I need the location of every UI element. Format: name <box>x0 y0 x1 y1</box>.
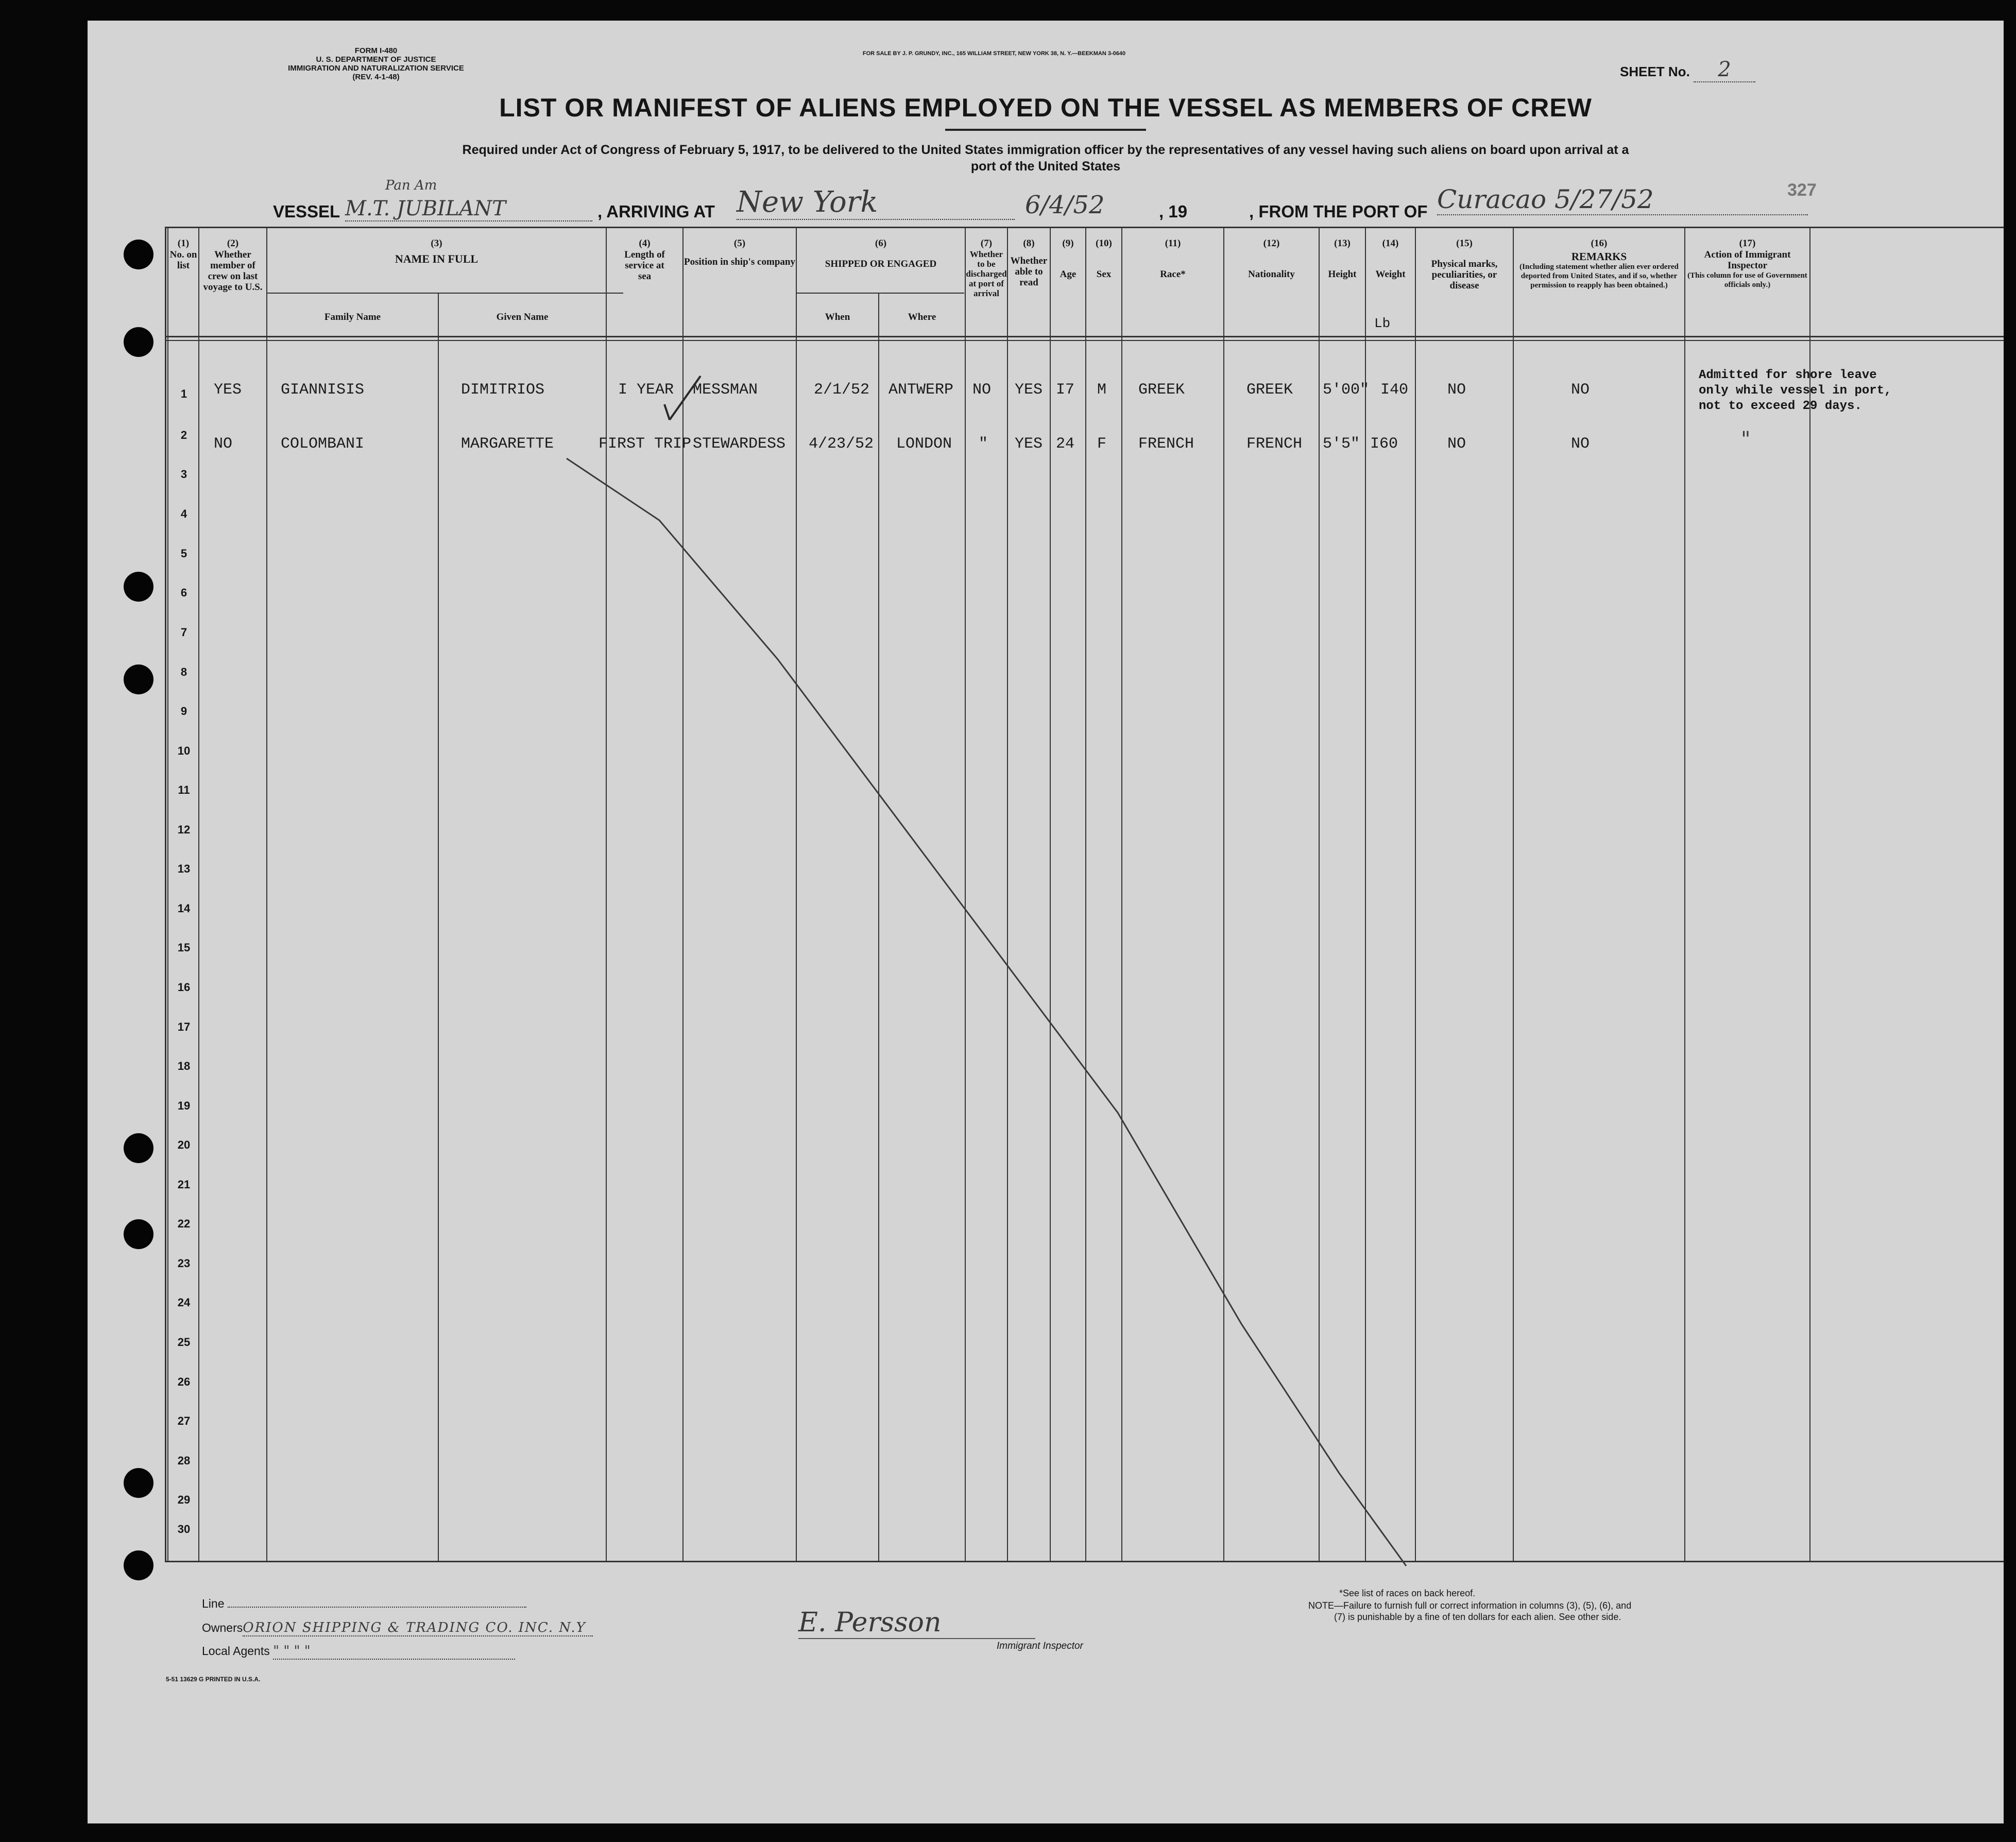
col-11-label: Race* <box>1160 269 1186 280</box>
row-number: 21 <box>177 1178 191 1191</box>
col-11-number: (11) <box>1165 238 1181 249</box>
line-label: Line <box>202 1597 225 1610</box>
cell-shipped-when: 4/23/52 <box>809 435 874 453</box>
col-17-number: (17) <box>1739 238 1756 249</box>
col-12-number: (12) <box>1263 238 1280 249</box>
cell-shipped-when: 2/1/52 <box>814 381 870 399</box>
agents-label: Local Agents <box>202 1644 270 1658</box>
owners-value: ORION SHIPPING & TRADING CO. INC. N.Y <box>243 1620 593 1636</box>
cell-weight: I40 <box>1380 381 1409 399</box>
punch-hole <box>124 327 153 357</box>
vessel-label: VESSEL <box>273 202 340 221</box>
col-8-number: (8) <box>1023 238 1035 249</box>
cell-weight: I60 <box>1370 435 1398 453</box>
cell-position: STEWARDESS <box>693 435 786 453</box>
arriving-label: , ARRIVING AT <box>597 202 715 221</box>
punch-hole <box>124 572 153 602</box>
col-4-number: (4) <box>639 238 651 249</box>
row-number: 27 <box>177 1414 191 1427</box>
cell-length-of-service: I YEAR <box>618 381 674 399</box>
owners-label: Owners <box>202 1621 243 1634</box>
punch-hole <box>124 664 153 694</box>
row-number: 18 <box>177 1060 191 1072</box>
sheet-label: SHEET No. <box>1620 64 1690 79</box>
col-1-label: No. on list <box>169 249 197 271</box>
printer-note: FOR SALE BY J. P. GRUNDY, INC., 165 WILLIAM STREET, NEW YORK 38, N. Y.—BEEKMAN 3-0640 <box>862 50 1126 57</box>
cell-height: 5'5" <box>1323 435 1360 453</box>
races-note: *See list of races on back hereof. <box>1339 1588 1476 1598</box>
cell-shipped-where: ANTWERP <box>889 381 954 399</box>
row-number: 25 <box>177 1336 191 1349</box>
row-number: 29 <box>177 1493 191 1506</box>
col-5-number: (5) <box>733 238 746 249</box>
cell-sex: M <box>1097 381 1107 399</box>
punch-hole <box>124 1550 153 1580</box>
fine-note-line-2: (7) is punishable by a fine of ten dollars for each alien. See other side. <box>1334 1612 1621 1622</box>
form-number: FORM I-480 <box>354 46 398 55</box>
col-5-label: Position in ship's company <box>684 257 795 267</box>
col-10-label: Sex <box>1096 269 1112 280</box>
cell-discharged: " <box>979 435 988 453</box>
punch-hole <box>124 1468 153 1498</box>
cell-shipped-where: LONDON <box>896 435 952 453</box>
arriving-date: 6/4/52 <box>1025 191 1105 219</box>
row-number: 16 <box>177 981 191 994</box>
col-14-number: (14) <box>1382 238 1399 249</box>
inspector-signature: E. Persson <box>798 1607 1035 1639</box>
stamp-number: 327 <box>1787 180 1817 200</box>
col-16-number: (16) <box>1591 238 1608 249</box>
sheet-value: 2 <box>1694 58 1755 82</box>
footer-line <box>202 1597 526 1611</box>
col-13-label: Height <box>1328 269 1357 280</box>
col-9-label: Age <box>1060 269 1077 280</box>
col-8-label: Whether able to read <box>1010 255 1048 288</box>
col-2-label: Whether member of crew on last voyage to U.S. <box>203 249 263 293</box>
page-title: LIST OR MANIFEST OF ALIENS EMPLOYED ON THE VESSEL AS MEMBERS OF CREW <box>499 93 1592 122</box>
form-revision: (REV. 4-1-48) <box>352 73 400 81</box>
row-number: 13 <box>177 862 191 875</box>
from-port: Curacao 5/27/52 <box>1437 184 1808 215</box>
col-3-given-label: Given Name <box>496 312 549 322</box>
row-number: 22 <box>177 1217 191 1230</box>
col-14-unit: Lb <box>1374 316 1391 331</box>
footer-owners <box>202 1620 593 1636</box>
col-7-number: (7) <box>980 238 993 249</box>
cell-sex: F <box>1097 435 1107 453</box>
row-number: 15 <box>177 941 191 954</box>
row-number: 10 <box>177 744 191 757</box>
col-17-label: Action of Immigrant Inspector <box>1704 249 1791 271</box>
row-number: 8 <box>180 666 187 678</box>
punch-hole <box>124 1133 153 1163</box>
row-number: 26 <box>177 1375 191 1388</box>
cell-race: FRENCH <box>1138 435 1194 453</box>
agents-value: " " " " <box>273 1643 515 1660</box>
cell-crew-last-voyage: NO <box>214 435 233 453</box>
cell-height: 5'00" <box>1323 381 1370 399</box>
col-13-number: (13) <box>1334 238 1351 249</box>
col-16-label: REMARKS <box>1571 250 1627 263</box>
col-6-where-label: Where <box>908 312 936 322</box>
col-16-sublabel: (Including statement whether alien ever ordered deported from United States, and if so, whether permission to reapply has been obtained.) <box>1519 263 1679 289</box>
row-number: 11 <box>178 783 190 796</box>
cell-nationality: GREEK <box>1246 381 1293 399</box>
print-code: 5-51 13629 G PRINTED IN U.S.A. <box>166 1676 261 1683</box>
cell-given-name: DIMITRIOS <box>461 381 545 399</box>
row-number: 3 <box>180 468 187 481</box>
col-2-number: (2) <box>227 238 239 249</box>
cell-position: MESSMAN <box>693 381 758 399</box>
manifest-sheet <box>88 21 2004 1823</box>
cell-family-name: COLOMBANI <box>281 435 365 453</box>
arriving-place: New York <box>737 185 1015 220</box>
cell-age: I7 <box>1056 381 1075 399</box>
vessel-annotation: Pan Am <box>385 178 437 193</box>
col-9-number: (9) <box>1062 238 1074 249</box>
subtitle-line-2: port of the United States <box>970 159 1121 174</box>
row-number: 6 <box>180 586 187 599</box>
cell-inspector-action: " <box>1741 428 1751 451</box>
cell-discharged: NO <box>972 381 992 399</box>
col-6-when-label: When <box>825 312 850 322</box>
cell-inspector-action: Admitted for shore leave only while vessel in port, not to exceed 29 days. <box>1699 368 1892 413</box>
col-7-label: Whether to be discharged at port of arrival <box>966 249 1007 298</box>
footer-agents <box>202 1643 515 1660</box>
row-number: 23 <box>177 1257 191 1270</box>
cell-able-to-read: YES <box>1015 381 1043 399</box>
row-number: 24 <box>177 1296 191 1309</box>
row-number: 2 <box>180 429 187 441</box>
row-number: 4 <box>180 507 187 520</box>
col-17-sublabel: (This column for use of Government officials only.) <box>1687 271 1807 289</box>
cell-age: 24 <box>1056 435 1075 453</box>
strike-through-line <box>88 21 2004 1823</box>
cell-able-to-read: YES <box>1015 435 1043 453</box>
row-number: 5 <box>180 547 187 560</box>
col-3-label: NAME IN FULL <box>395 252 479 265</box>
col-15-number: (15) <box>1456 238 1473 249</box>
col-6-number: (6) <box>875 238 887 249</box>
cell-family-name: GIANNISIS <box>281 381 365 399</box>
cell-given-name: MARGARETTE <box>461 435 554 453</box>
col-3-number: (3) <box>431 238 442 249</box>
cell-race: GREEK <box>1138 381 1185 399</box>
row-number: 9 <box>180 705 187 718</box>
row-number: 28 <box>177 1454 191 1467</box>
vessel-name: M.T. JUBILANT <box>345 197 592 221</box>
row-number: 17 <box>177 1020 191 1033</box>
fine-note <box>1308 1600 1631 1623</box>
col-4-label: Length of service at sea <box>624 249 665 282</box>
col-12-label: Nationality <box>1248 269 1295 280</box>
col-3-family-label: Family Name <box>324 312 381 322</box>
row-number: 12 <box>177 823 191 836</box>
row-number: 14 <box>177 902 191 915</box>
line-value <box>228 1607 526 1608</box>
punch-hole <box>124 240 153 269</box>
col-6-label: SHIPPED OR ENGAGED <box>825 259 937 269</box>
col-15-label: Physical marks, peculiarities, or disease <box>1431 259 1498 291</box>
cell-remarks: NO <box>1571 435 1590 453</box>
cell-crew-last-voyage: YES <box>214 381 242 399</box>
col-10-number: (10) <box>1096 238 1112 249</box>
row-number: 19 <box>177 1099 191 1112</box>
row-number: 20 <box>177 1138 191 1151</box>
cell-remarks: NO <box>1571 381 1590 399</box>
subtitle-line-1: Required under Act of Congress of February 5, 1917, to be delivered to the United States immigration officer by the representatives of any vessel having such aliens on board upon arrival at a <box>462 143 1629 157</box>
year-prefix: , 19 <box>1159 202 1188 221</box>
inspector-label: Immigrant Inspector <box>997 1641 1083 1651</box>
col-1-number: (1) <box>177 238 190 249</box>
department-name: U. S. DEPARTMENT OF JUSTICE <box>316 55 436 64</box>
row-number: 1 <box>180 387 187 400</box>
cell-nationality: FRENCH <box>1246 435 1303 453</box>
col-14-label: Weight <box>1375 269 1406 280</box>
service-name: IMMIGRATION AND NATURALIZATION SERVICE <box>288 64 464 73</box>
punch-hole <box>124 1219 153 1249</box>
cell-physical-marks: NO <box>1447 435 1466 453</box>
cell-physical-marks: NO <box>1447 381 1466 399</box>
row-number: 7 <box>180 626 187 639</box>
fine-note-line-1: NOTE—Failure to furnish full or correct information in columns (3), (5), (6), and <box>1308 1600 1632 1611</box>
cell-length-of-service: FIRST TRIP <box>599 435 692 453</box>
row-number: 30 <box>177 1523 191 1536</box>
from-port-label: , FROM THE PORT OF <box>1249 202 1428 221</box>
